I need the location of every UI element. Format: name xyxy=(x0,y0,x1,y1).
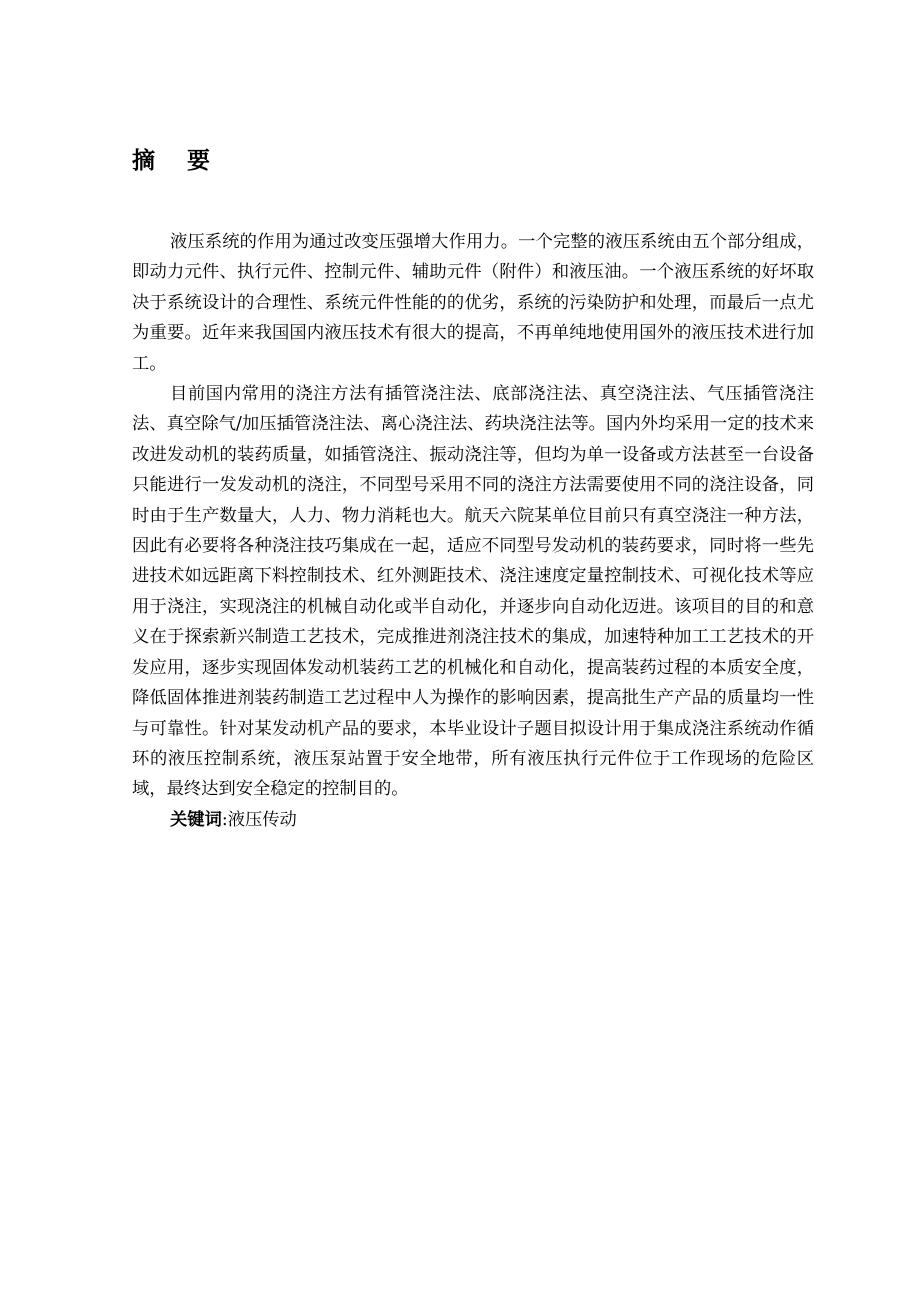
keywords-value: 液压传动 xyxy=(227,809,297,830)
abstract-body xyxy=(132,227,814,835)
keywords-label: 关键词 xyxy=(170,809,222,830)
abstract-paragraph-1: 液压系统的作用为通过改变压强增大作用力。一个完整的液压系统由五个部分组成，即动力元件、执行元件、控制元件、辅助元件（附件）和液压油。一个液压系统的好坏取决于系统设计的合理性、系统元件性能的的优劣，系统的污染防护和处理，而最后一点尤为重要。近年来我国国内液压技术有很大的提高，不再单纯地使用国外的液压技术进行加工。 xyxy=(132,232,814,374)
abstract-heading: 摘 要 xyxy=(132,148,223,174)
abstract-paragraph-2: 目前国内常用的浇注方法有插管浇注法、底部浇注法、真空浇注法、气压插管浇注法、真空除气/加压插管浇注法、离心浇注法、药块浇注法等。国内外均采用一定的技术来改进发动机的装药质量，如插管浇注、振动浇注等，但均为单一设备或方法甚至一台设备只能进行一发发动机的浇注，不同型号采用不同的浇注方法需要使用不同的浇注设备，同时由于生产数量大，人力、物力消耗也大。航天六院某单位目前只有真空浇注一种方法，因此有必要将各种浇注技巧集成在一起，适应不同型号发动机的装药要求，同时将一些先进技术如远距离下料控制技术、红外测距技术、浇注速度定量控制技术、可视化技术等应用于浇注，实现浇注的机械自动化或半自动化，并逐步向自动化迈进。该项目的目的和意义在于探索新兴制造工艺技术，完成推进剂浇注技术的集成，加速特种加工工艺技术的开发应用，逐步实现固体发动机装药工艺的机械化和自动化，提高装药过程的本质安全度，降低固体推进剂装药制造工艺过程中人为操作的影响因素，提高批生产产品的质量均一性与可靠性。针对某发动机产品的要求，本毕业设计子题目拟设计用于集成浇注系统动作循环的液压控制系统，液压泵站置于安全地带，所有液压执行元件位于工作现场的危险区域，最终达到安全稳定的控制目的。 xyxy=(132,384,814,800)
keywords-line xyxy=(132,805,814,835)
keywords-separator: : xyxy=(221,809,228,830)
